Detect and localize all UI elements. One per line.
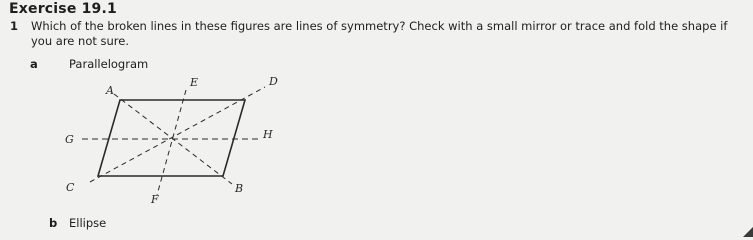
vertex-label-d: D bbox=[269, 75, 278, 88]
part-b-label: Ellipse bbox=[69, 216, 107, 230]
question-text: Which of the broken lines in these figures are lines of symmetry? Check with a small mirror or trace and fold the shape if you are not sure. bbox=[31, 19, 728, 48]
vertex-label-c: C bbox=[66, 181, 75, 194]
question-number: 1 bbox=[10, 19, 19, 33]
line-label-g: G bbox=[65, 133, 74, 146]
part-a-letter: a bbox=[30, 57, 38, 71]
diagonal-cd bbox=[90, 87, 265, 182]
part-b-letter: b bbox=[49, 216, 58, 230]
parallelogram-figure bbox=[60, 70, 290, 214]
vertex-label-b: B bbox=[235, 182, 244, 195]
line-label-f: F bbox=[151, 193, 159, 206]
page-corner-mark bbox=[743, 227, 753, 237]
exercise-heading: Exercise 19.1 bbox=[9, 1, 117, 17]
line-label-e: E bbox=[190, 76, 199, 89]
line-label-h: H bbox=[263, 128, 273, 141]
part-a-label: Parallelogram bbox=[69, 57, 149, 71]
vertex-label-a: A bbox=[106, 84, 114, 97]
line-ef bbox=[157, 90, 186, 195]
